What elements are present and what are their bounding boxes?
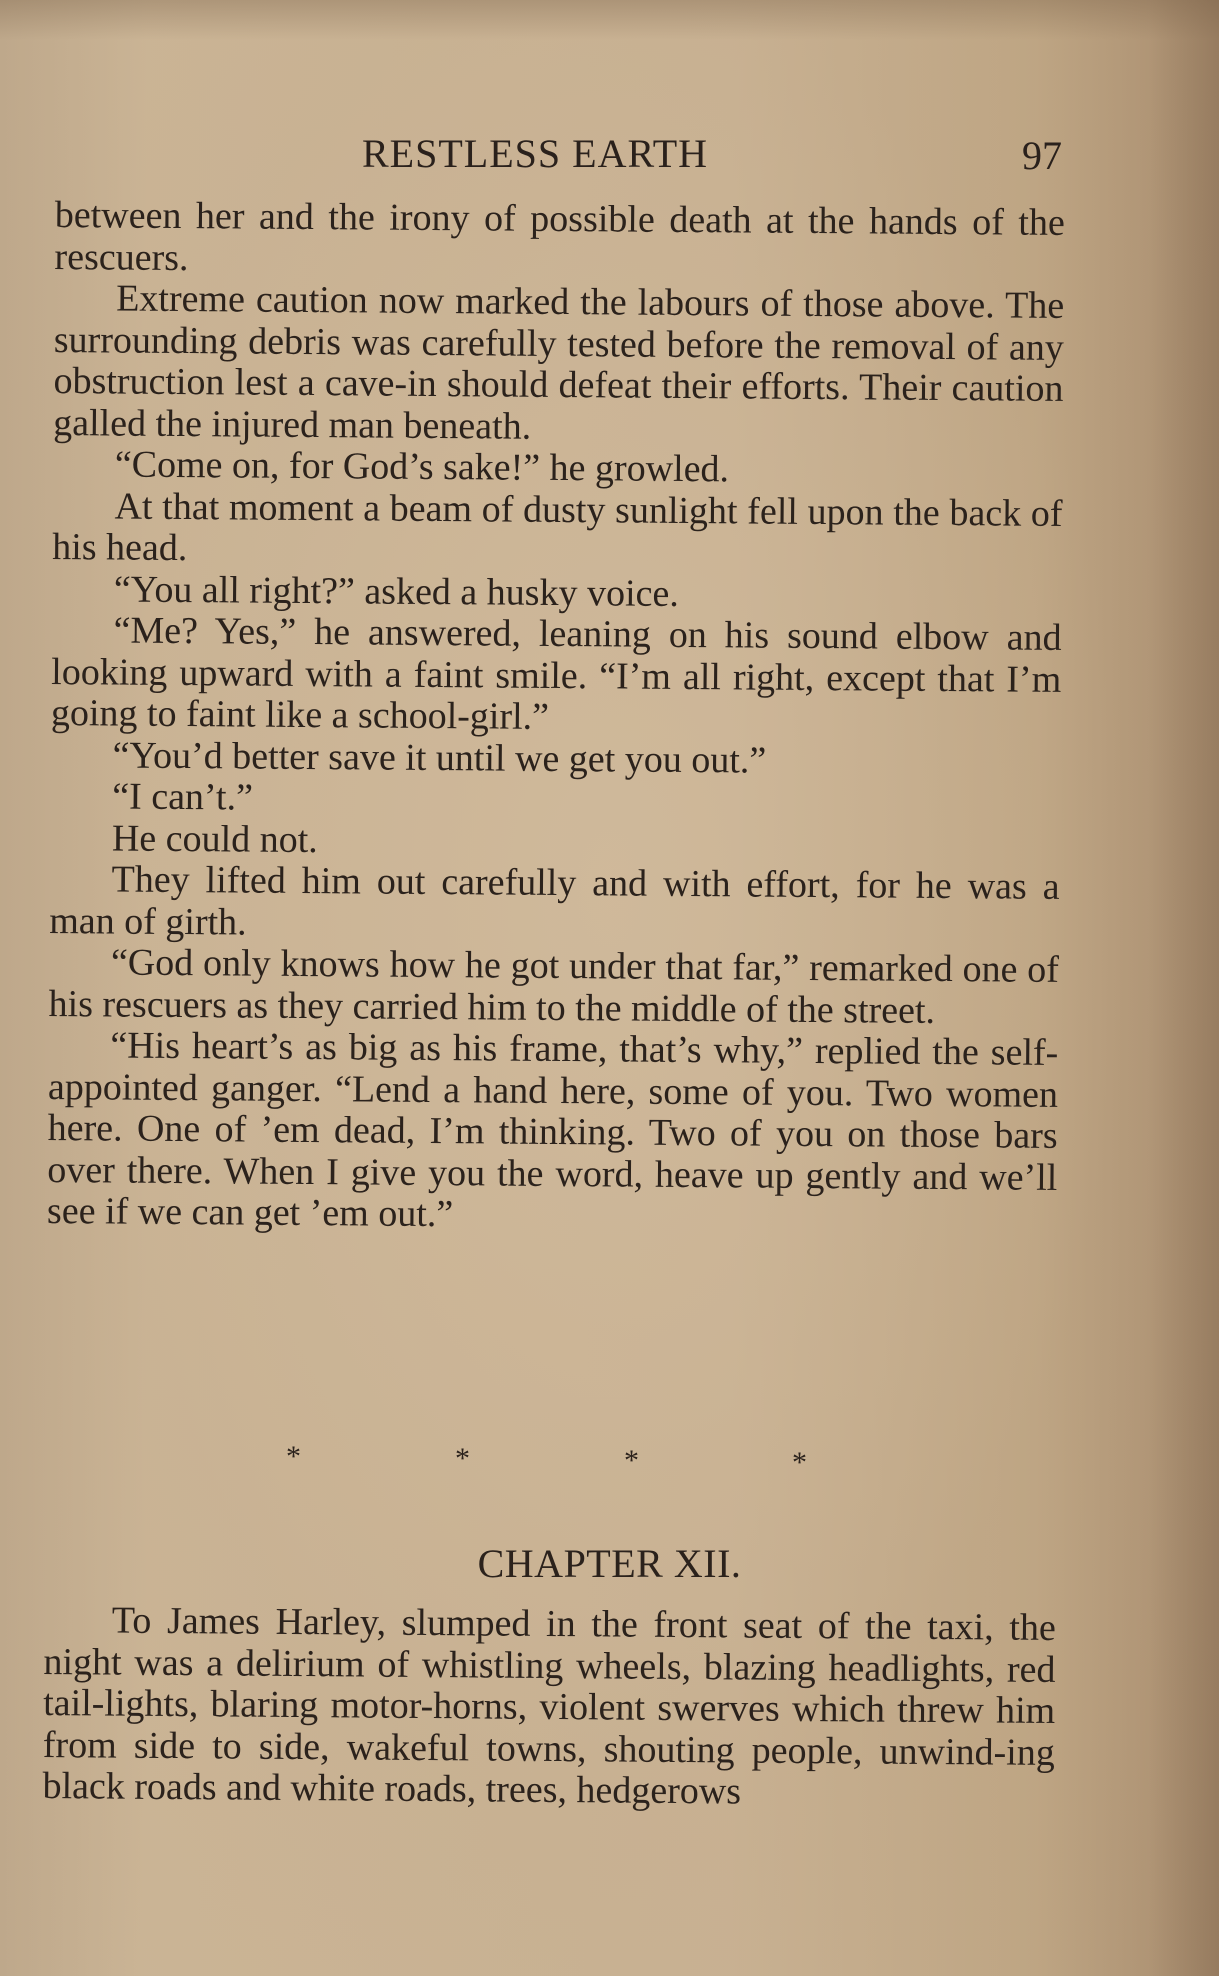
scene-break: [0, 1440, 1219, 1480]
running-head: [0, 130, 1219, 180]
scene-break-star: *: [624, 1444, 639, 1477]
paragraph: “His heart’s as big as his frame, that’s why,” replied the self-appointed ganger. “Lend a hand here, some of you. Two women here. One of ’em dead, I’m thinking. Two of you on those bars over there. When I give you the word, heave up gently and we’ll see if we can get ’em out.”: [46, 1024, 1059, 1236]
scene-break-star: *: [792, 1446, 807, 1479]
paragraph: “I can’t.”: [112, 775, 254, 819]
paragraph: between her and the irony of possible death at the hands of the rescuers.: [54, 194, 1065, 279]
paragraph: At that moment a beam of dusty sunlight fell upon the back of his head.: [52, 484, 1063, 570]
paragraph: “You’d better save it until we get you out.”: [112, 733, 767, 782]
page-number: 97: [1022, 133, 1062, 178]
scene-break-star: *: [286, 1440, 301, 1473]
chapter-text: [42, 1600, 1056, 1815]
chapter-heading: CHAPTER XII.: [477, 1541, 742, 1586]
paragraph: “God only knows how he got under that far,” remarked one of his rescuers as they carried him to the middle of the street.: [48, 941, 1060, 1032]
paragraph: He could not.: [111, 816, 318, 861]
body-text: [47, 195, 1065, 1240]
paragraph: Extreme caution now marked the labours of those above. The surrounding debris was carefully tested before the removal of any obstruction lest a cave-in should defeat their efforts. Their caution galled the injured man beneath.: [53, 277, 1065, 448]
scene-break-star: *: [455, 1442, 470, 1475]
running-title: RESTLESS EARTH: [362, 131, 709, 176]
paragraph: To James Harley, slumped in the front seat of the taxi, the night was a delirium of whistling wheels, blazing headlights, red tail-lights, blaring motor-horns, violent swerves which threw him from side to side, wakeful towns, shouting people, unwind-ing black roads and white roads, trees, hedgerows: [42, 1599, 1056, 1813]
paragraph: “Come on, for God’s sake!” he growled.: [114, 443, 730, 491]
paragraph: They lifted him out carefully and with effort, for he was a man of girth.: [49, 858, 1060, 944]
paragraph: “You all right?” asked a husky voice.: [113, 567, 680, 615]
paragraph: “Me? Yes,” he answered, leaning on his sound elbow and looking upward with a faint smile. “I’m all right, except that I’m going to faint like a school-girl.”: [50, 609, 1062, 738]
